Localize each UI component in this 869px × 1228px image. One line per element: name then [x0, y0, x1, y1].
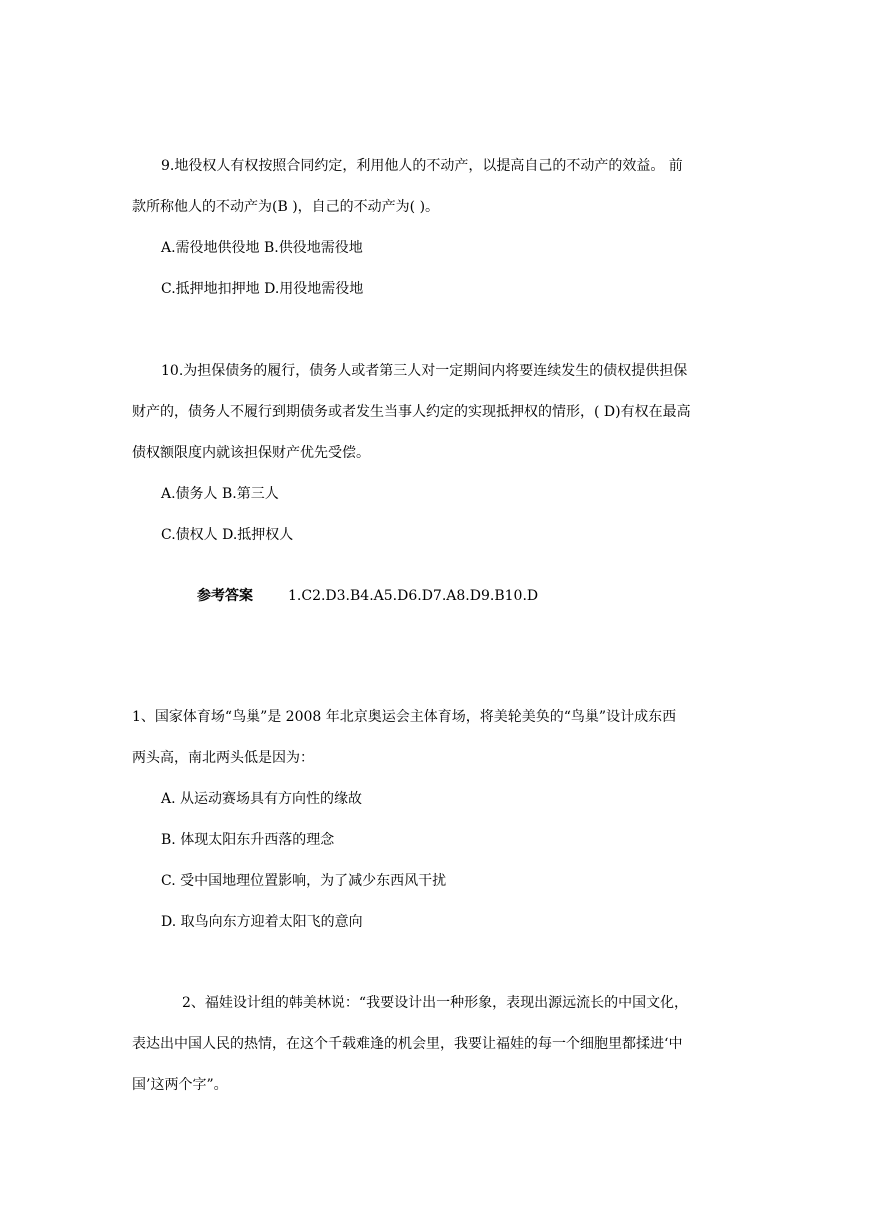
- s1-option-d: D. 取鸟向东方迎着太阳飞的意向: [161, 914, 363, 930]
- q9-options-cd: C.抵押地扣押地 D.用役地需役地: [161, 281, 364, 297]
- s1-text-line-1: 1、国家体育场“鸟巢”是 2008 年北京奥运会主体育场，将美轮美奂的“鸟巢”设计成东西: [132, 709, 677, 725]
- q10-text-line-3: 债权额限度内就该担保财产优先受偿。: [132, 445, 370, 461]
- answers-value: 1.C2.D3.B4.A5.D6.D7.A8.D9.B10.D: [288, 588, 539, 604]
- q10-options-cd: C.债权人 D.抵押权人: [161, 527, 294, 543]
- s2-text-line-3: 国’这两个字”。: [132, 1077, 228, 1093]
- q10-text-line-1: 10.为担保债务的履行，债务人或者第三人对一定期间内将要连续发生的债权提供担保: [161, 363, 688, 379]
- q10-text-line-2: 财产的，债务人不履行到期债务或者发生当事人约定的实现抵押权的情形，( D)有权在最高: [132, 404, 691, 420]
- s1-option-b: B. 体现太阳东升西落的理念: [161, 832, 335, 848]
- q9-options-ab: A.需役地供役地 B.供役地需役地: [161, 240, 363, 256]
- answers-label: 参考答案: [197, 588, 253, 604]
- s1-option-a: A. 从运动赛场具有方向性的缘故: [161, 791, 363, 807]
- q9-text-line-1: 9.地役权人有权按照合同约定，利用他人的不动产，以提高自己的不动产的效益。 前: [161, 158, 683, 174]
- s1-text-line-2: 两头高，南北两头低是因为：: [132, 750, 314, 766]
- q10-options-ab: A.债务人 B.第三人: [161, 486, 279, 502]
- q9-text-line-2: 款所称他人的不动产为(B )，自己的不动产为( )。: [132, 199, 440, 215]
- s2-text-line-1: 2、福娃设计组的韩美林说：“我要设计出一种形象，表现出源远流长的中国文化，: [182, 995, 689, 1011]
- s1-option-c: C. 受中国地理位置影响，为了减少东西风干扰: [161, 873, 447, 889]
- s2-text-line-2: 表达出中国人民的热情，在这个千载难逢的机会里，我要让福娃的每一个细胞里都揉进‘中: [132, 1036, 683, 1052]
